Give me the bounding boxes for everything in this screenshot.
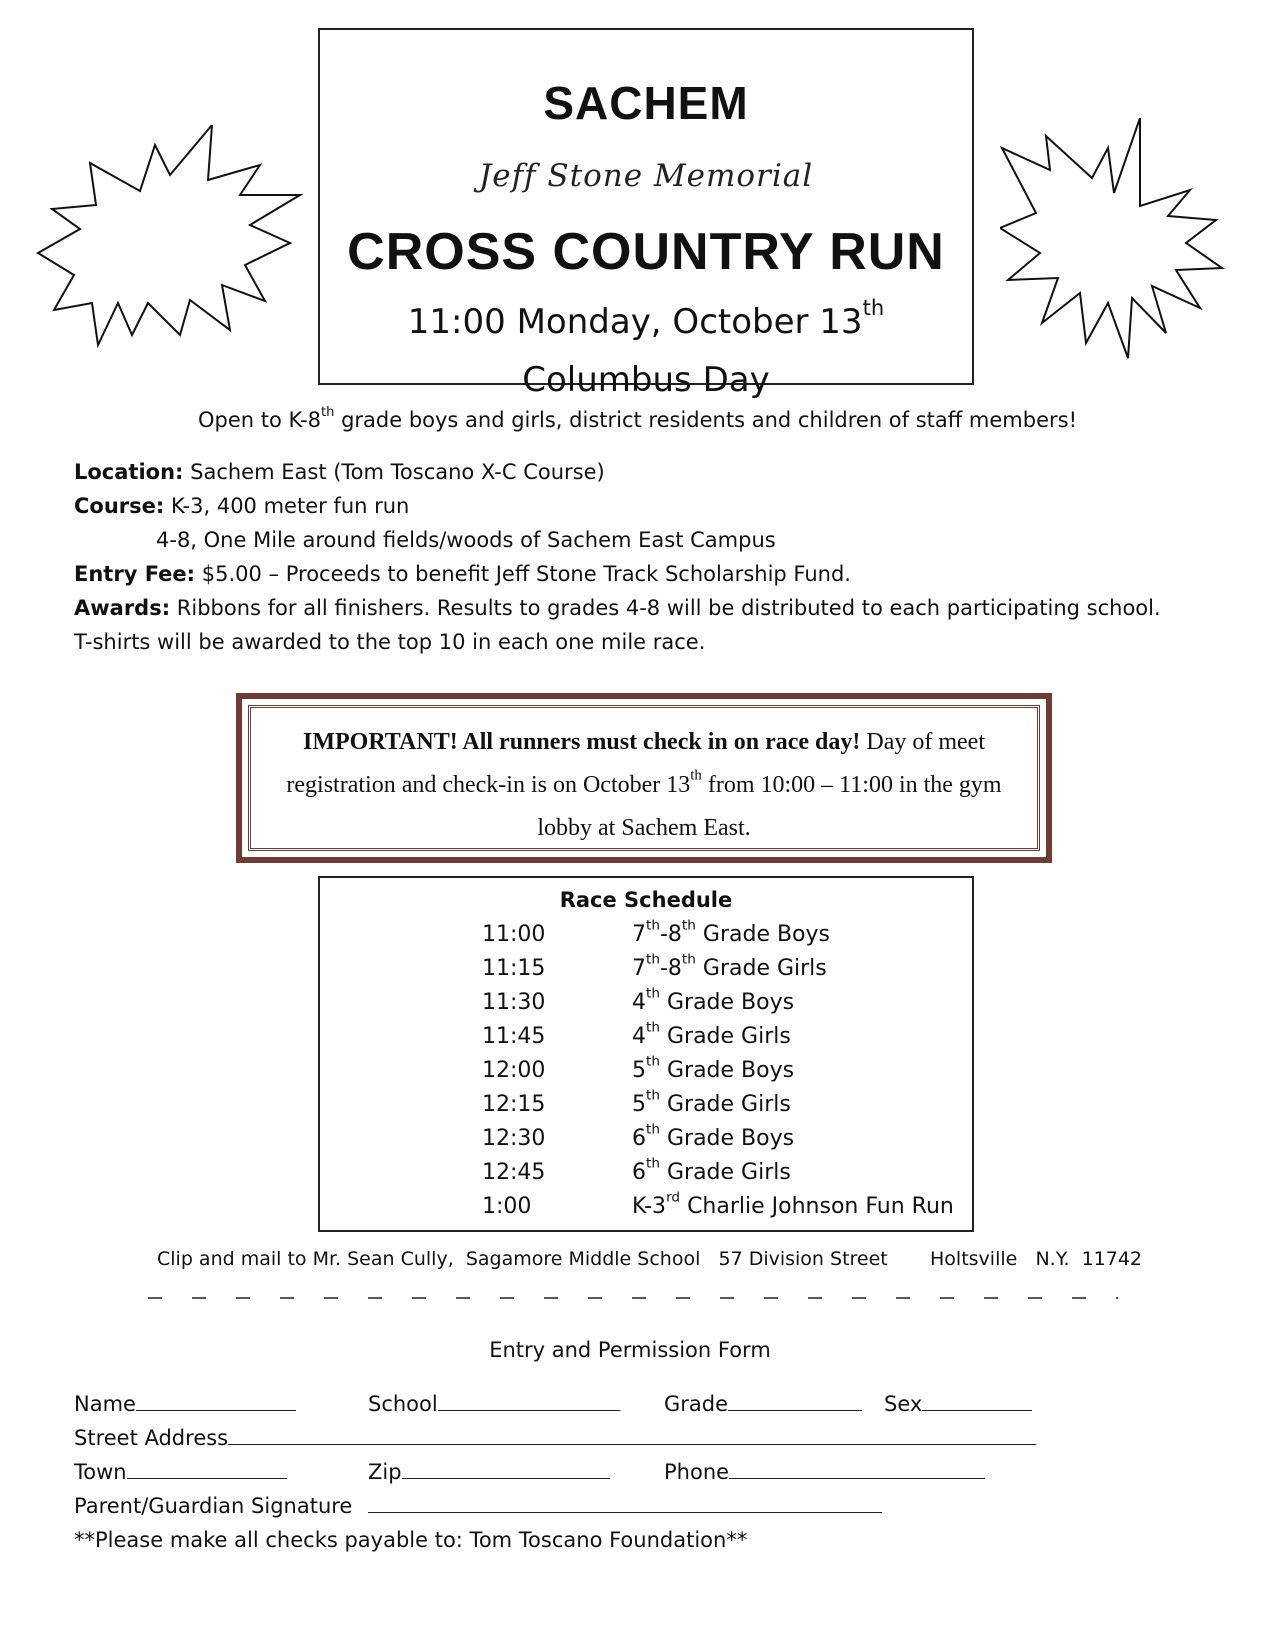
sex-field[interactable] [884, 1392, 1032, 1416]
zip-field[interactable] [368, 1460, 610, 1484]
schedule-event-name: Grade Girls [659, 1160, 791, 1185]
grade-label: Grade [664, 1392, 729, 1416]
sex-label: Sex [884, 1392, 923, 1416]
zip-label: Zip [368, 1460, 402, 1484]
event-title: CROSS COUNTRY RUN [347, 223, 945, 281]
race-schedule [318, 876, 974, 1232]
schedule-event-name: Grade Boys [659, 1126, 795, 1151]
page-title: SACHEM [543, 77, 749, 129]
starburst-right-icon [1000, 118, 1240, 368]
schedule-event [632, 1121, 795, 1151]
important-text [262, 721, 1026, 850]
eligibility-suffix: grade boys and girls, district residents and children of staff members! [334, 408, 1077, 432]
fee-value: $5.00 – Proceeds to benefit Jeff Stone Track Scholarship Fund. [195, 562, 851, 586]
course-line [74, 494, 409, 518]
schedule-event-sup-range: th [681, 951, 696, 968]
course-label: Course: [74, 494, 165, 518]
schedule-event-sup: th [646, 951, 660, 968]
signature-label: Parent/Guardian Signature [74, 1494, 353, 1518]
schedule-event-sup: th [646, 1053, 660, 1070]
town-blank[interactable] [127, 1460, 287, 1479]
phone-label: Phone [664, 1460, 730, 1484]
name-field[interactable] [74, 1392, 296, 1416]
town-label: Town [74, 1460, 127, 1484]
schedule-time: 12:00 [482, 1058, 546, 1083]
event-date-suffix: th [862, 295, 885, 321]
location-label: Location: [74, 460, 184, 484]
memorial-subtitle: Jeff Stone Memorial [478, 158, 814, 194]
location-line [74, 460, 605, 484]
schedule-event-grade-range: -8 [659, 922, 682, 947]
schedule-event [632, 951, 827, 981]
schedule-event-sup: th [646, 1121, 660, 1138]
schedule-event-grade-range: -8 [659, 956, 682, 981]
form-title: Entry and Permission Form [489, 1338, 771, 1362]
schedule-row [320, 1189, 972, 1228]
event-date [320, 295, 972, 342]
street-field[interactable] [74, 1426, 1036, 1450]
location-value: Sachem East (Tom Toscano X-C Course) [183, 460, 605, 484]
schedule-row [320, 1155, 972, 1194]
schedule-event-grade: 7 [632, 922, 646, 947]
event-date-text: 11:00 Monday, October 13 [407, 302, 863, 342]
school-label: School [368, 1392, 438, 1416]
awards-label: Awards: [74, 596, 171, 620]
tshirts-line: T-shirts will be awarded to the top 10 in each one mile race. [74, 630, 706, 654]
course-value: K-3, 400 meter fun run [164, 494, 410, 518]
schedule-event-grade: 7 [632, 956, 646, 981]
schedule-time: 11:00 [482, 922, 546, 947]
schedule-time: 11:45 [482, 1024, 546, 1049]
event-holiday: Columbus Day [522, 360, 770, 400]
name-label: Name [74, 1392, 136, 1416]
schedule-time: 1:00 [482, 1194, 532, 1219]
schedule-event-grade: 6 [632, 1126, 646, 1151]
schedule-event [632, 1087, 791, 1117]
fee-label: Entry Fee: [74, 562, 196, 586]
schedule-event-sup: th [646, 985, 660, 1002]
schedule-time: 11:30 [482, 990, 546, 1015]
schedule-event [632, 917, 831, 947]
schedule-event-name: Charlie Johnson Fun Run [680, 1194, 954, 1219]
name-blank[interactable] [136, 1392, 296, 1411]
schedule-time: 11:15 [482, 956, 546, 981]
schedule-event [632, 1053, 795, 1083]
schedule-event [632, 985, 795, 1015]
zip-blank[interactable] [402, 1460, 610, 1479]
street-label: Street Address [74, 1426, 229, 1450]
eligibility-sup: th [321, 404, 335, 420]
schedule-event-grade: 5 [632, 1058, 646, 1083]
schedule-event-grade: K-3 [632, 1194, 667, 1219]
schedule-event-name: Grade Girls [695, 956, 827, 981]
school-field[interactable] [368, 1392, 620, 1416]
schedule-event-sup: th [646, 1087, 660, 1104]
schedule-event-name: Grade Girls [659, 1024, 791, 1049]
title-box [318, 28, 974, 400]
schedule-event-grade: 4 [632, 1024, 646, 1049]
schedule-event [632, 1155, 791, 1185]
schedule-title: Race Schedule [559, 888, 733, 912]
schedule-event-name: Grade Boys [659, 1058, 795, 1083]
schedule-event-grade: 4 [632, 990, 646, 1015]
sex-blank[interactable] [922, 1392, 1032, 1411]
eligibility-line [0, 404, 1275, 432]
school-blank[interactable] [438, 1392, 620, 1411]
important-sup: th [690, 767, 702, 784]
schedule-time: 12:15 [482, 1092, 546, 1117]
important-bold: IMPORTANT! All runners must check in on race day! [303, 729, 861, 755]
schedule-time: 12:45 [482, 1160, 546, 1185]
clip-dashed-line [148, 1296, 1118, 1300]
schedule-event-sup: th [646, 1155, 660, 1172]
phone-field[interactable] [664, 1460, 985, 1484]
schedule-event-sup: th [646, 917, 660, 934]
grade-blank[interactable] [728, 1392, 862, 1411]
schedule-event-name: Grade Boys [695, 922, 831, 947]
phone-blank[interactable] [729, 1460, 985, 1479]
grade-field[interactable] [664, 1392, 862, 1416]
street-blank[interactable] [228, 1426, 1036, 1445]
mailing-address: Clip and mail to Mr. Sean Cully, Sagamore Middle School 57 Division Street Holtsville N.Y. 11742 [157, 1248, 1143, 1270]
important-notice [236, 693, 1052, 863]
schedule-event [632, 1019, 791, 1049]
important-text-1: Day of meet registration and check-in is on October 13 [286, 729, 985, 798]
schedule-event-name: Grade Girls [659, 1092, 791, 1117]
signature-blank[interactable] [368, 1512, 882, 1513]
fee-line [74, 562, 851, 586]
schedule-event-sup-range: th [681, 917, 696, 934]
checks-note: **Please make all checks payable to: Tom Toscano Foundation** [74, 1528, 748, 1552]
schedule-time: 12:30 [482, 1126, 546, 1151]
schedule-event-sup: rd [666, 1189, 681, 1206]
course-line-2: 4-8, One Mile around fields/woods of Sachem East Campus [156, 528, 776, 552]
schedule-event-name: Grade Boys [659, 990, 795, 1015]
awards-line [74, 596, 1161, 620]
schedule-event-sup: th [646, 1019, 660, 1036]
starburst-left-icon [30, 125, 310, 355]
schedule-event-grade: 6 [632, 1160, 646, 1185]
schedule-event-grade: 5 [632, 1092, 646, 1117]
important-text-2: from 10:00 – 11:00 in the gym lobby at Sachem East. [537, 772, 1002, 841]
awards-value: Ribbons for all finishers. Results to grades 4-8 will be distributed to each participating school. [170, 596, 1161, 620]
town-field[interactable] [74, 1460, 287, 1484]
eligibility-prefix: Open to K-8 [198, 408, 322, 432]
schedule-event [632, 1189, 954, 1219]
